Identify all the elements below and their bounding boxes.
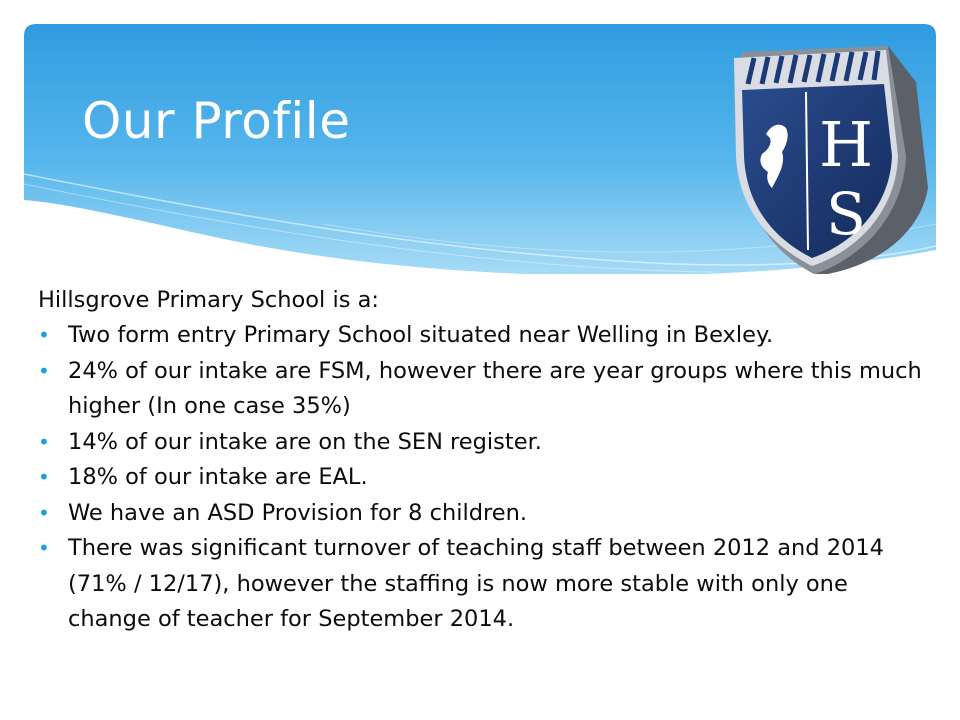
list-item-text: There was significant turnover of teaching staff between 2012 and 2014 (71% / 12/17), however the staffing is now more stable with only one change of teacher for September 2014. [68, 535, 884, 632]
bullet-icon: • [38, 429, 50, 454]
bullet-icon: • [38, 500, 50, 525]
list-item-text: 18% of our intake are EAL. [68, 464, 368, 490]
intro-text: Hillsgrove Primary School is a: [38, 287, 379, 313]
list-item [38, 318, 928, 354]
list-item [38, 496, 928, 532]
list-item [38, 425, 928, 461]
slide-body [38, 282, 928, 638]
bullet-icon: • [38, 465, 50, 489]
bullet-list [38, 318, 928, 638]
bullet-icon: • [38, 358, 50, 383]
slide-title: Our Profile [82, 92, 351, 150]
crest-letter-s: S [826, 180, 866, 248]
list-item-text: Two form entry Primary School situated near Welling in Bexley. [68, 322, 774, 348]
school-crest-logo [728, 38, 944, 274]
bullet-icon: • [38, 323, 50, 347]
list-item [38, 460, 928, 496]
crest-letter-h: H [818, 108, 874, 181]
list-item-text: 14% of our intake are on the SEN register. [68, 428, 542, 455]
list-item [38, 531, 928, 638]
list-item-text: We have an ASD Provision for 8 children. [68, 499, 528, 526]
bullet-icon: • [38, 536, 50, 560]
list-item-text: 24% of our intake are FSM, however there are year groups where this much higher (In one case 35%) [68, 357, 922, 419]
list-item [38, 354, 928, 425]
